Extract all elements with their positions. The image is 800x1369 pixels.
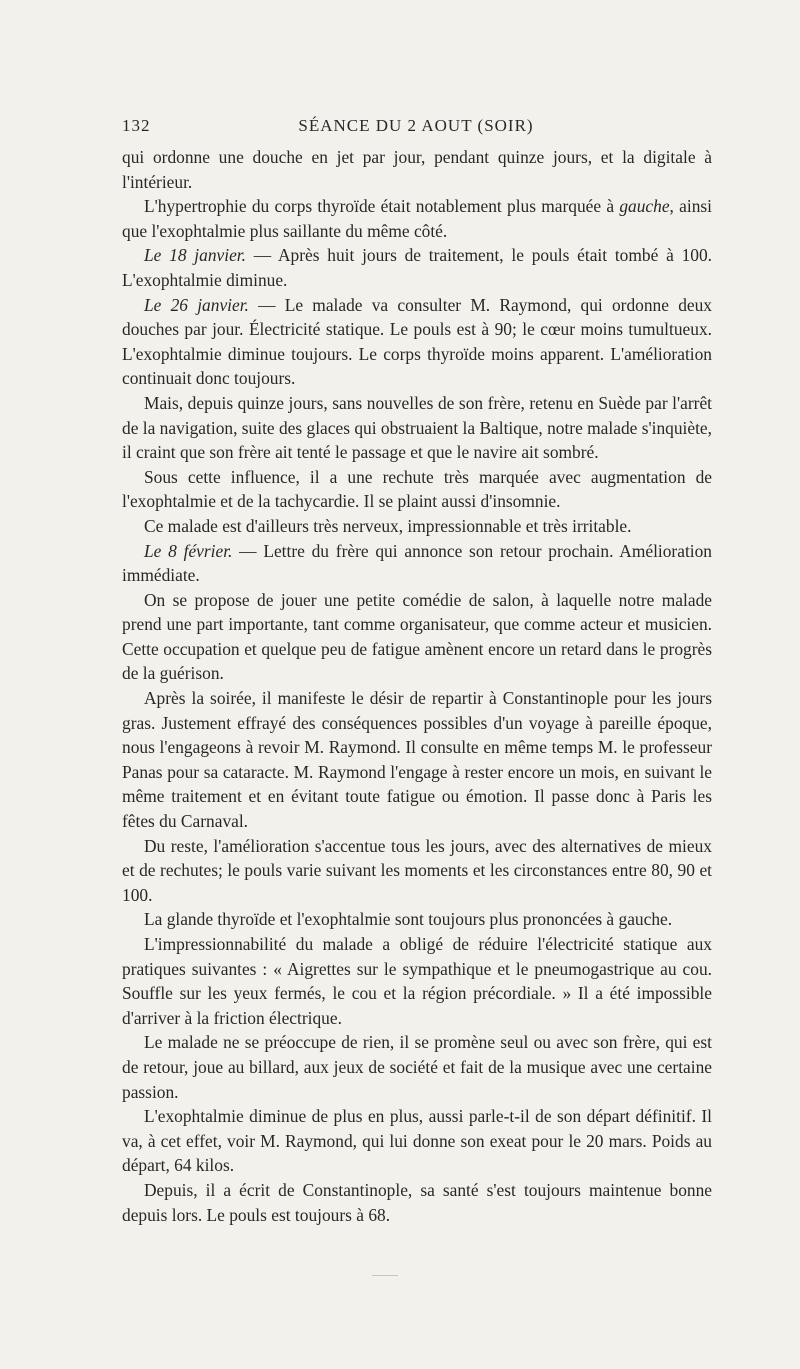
body-text [122,145,712,1227]
page-header [122,116,710,142]
paragraph: Après la soirée, il manifeste le désir de repartir à Constantinople pour les jours gras. Justement effrayé des conséquences possibles d'un voyage à pareille époque, nous l'engageons à revoir M. Raymond. Il consulte en même temps M. le professeur Panas pour sa cataracte. M. Raymond l'engage à rester encore un mois, en suivant le même traitement et en évitant toute fatigue ou émotion. Il passe donc à Paris les fêtes du Carnaval. [122,688,712,832]
paragraph: Depuis, il a écrit de Constantinople, sa santé s'est toujours maintenue bonne depuis lors. Le pouls est toujours à 68. [122,1179,712,1225]
paragraph: Du reste, l'amélioration s'accentue tous les jours, avec des alternatives de mieux et de rechutes; le pouls varie suivant les moments et les circonstances entre 80, 90 et 100. [122,835,712,905]
page-number: 132 [122,116,151,135]
paragraph: Le malade ne se préoccupe de rien, il se promène seul ou avec son frère, qui est de retour, joue au billard, aux jeux de société et fait de la musique avec une certaine passion. [122,1032,712,1102]
paragraph: L'exophtalmie diminue de plus en plus, aussi parle-t-il de son départ définitif. Il va, à cet effet, voir M. Raymond, qui lui donne son exeat pour le 20 mars. Poids au départ, 64 kilos. [122,1106,712,1176]
paragraph: La glande thyroïde et l'exophtalmie sont toujours plus prononcées à gauche. [144,909,673,930]
running-title: SÉANCE DU 2 AOUT (SOIR) [298,116,534,135]
paragraph: qui ordonne une douche en jet par jour, pendant quinze jours, et la digitale à l'intérieur. [122,147,712,192]
paragraph: Le 8 février. — Lettre du frère qui annonce son retour prochain. Amélioration immédiate. [122,540,712,586]
paragraph: Sous cette influence, il a une rechute très marquée avec augmentation de l'exophtalmie et de la tachycardie. Il se plaint aussi d'insomnie. [122,466,712,512]
paragraph: Le 18 janvier. — Après huit jours de traitement, le pouls était tombé à 100. L'exophtalmie diminue. [122,245,712,290]
paragraph: On se propose de jouer une petite comédie de salon, à laquelle notre malade prend une part importante, tant comme organisateur, que comme acteur et musicien. Cette occupation et quelque peu de fatigue amènent encore un retard dans le progrès de la guérison. [122,589,712,684]
paragraph: Ce malade est d'ailleurs très nerveux, impressionnable et très irritable. [144,515,632,536]
paragraph: L'hypertrophie du corps thyroïde était notablement plus marquée à gauche, ainsi que l'exophtalmie plus saillante du même côté. [122,196,712,241]
paragraph: L'impressionnabilité du malade a obligé de réduire l'électricité statique aux pratiques suivantes : « Aigrettes sur le sympathique et le pneumogastrique au cou. Souffle sur les yeux fermés, le cou et la région précordiale. » Il a été impossible d'arriver à la friction électrique. [122,934,712,1028]
footer-rule [372,1275,398,1276]
paragraph: Mais, depuis quinze jours, sans nouvelles de son frère, retenu en Suède par l'arrêt de la navigation, suite des glaces qui obstruaient la Baltique, notre malade s'inquiète, il craint que son frère ait tenté le passage et que le navire ait sombré. [122,392,712,463]
paragraph: Le 26 janvier. — Le malade va consulter M. Raymond, qui ordonne deux douches par jour. Électricité statique. Le pouls est à 90; le cœur moins tumultueux. L'exophtalmie diminue toujours. Le corps thyroïde moins apparent. L'amélioration continuait donc toujours. [122,294,712,389]
